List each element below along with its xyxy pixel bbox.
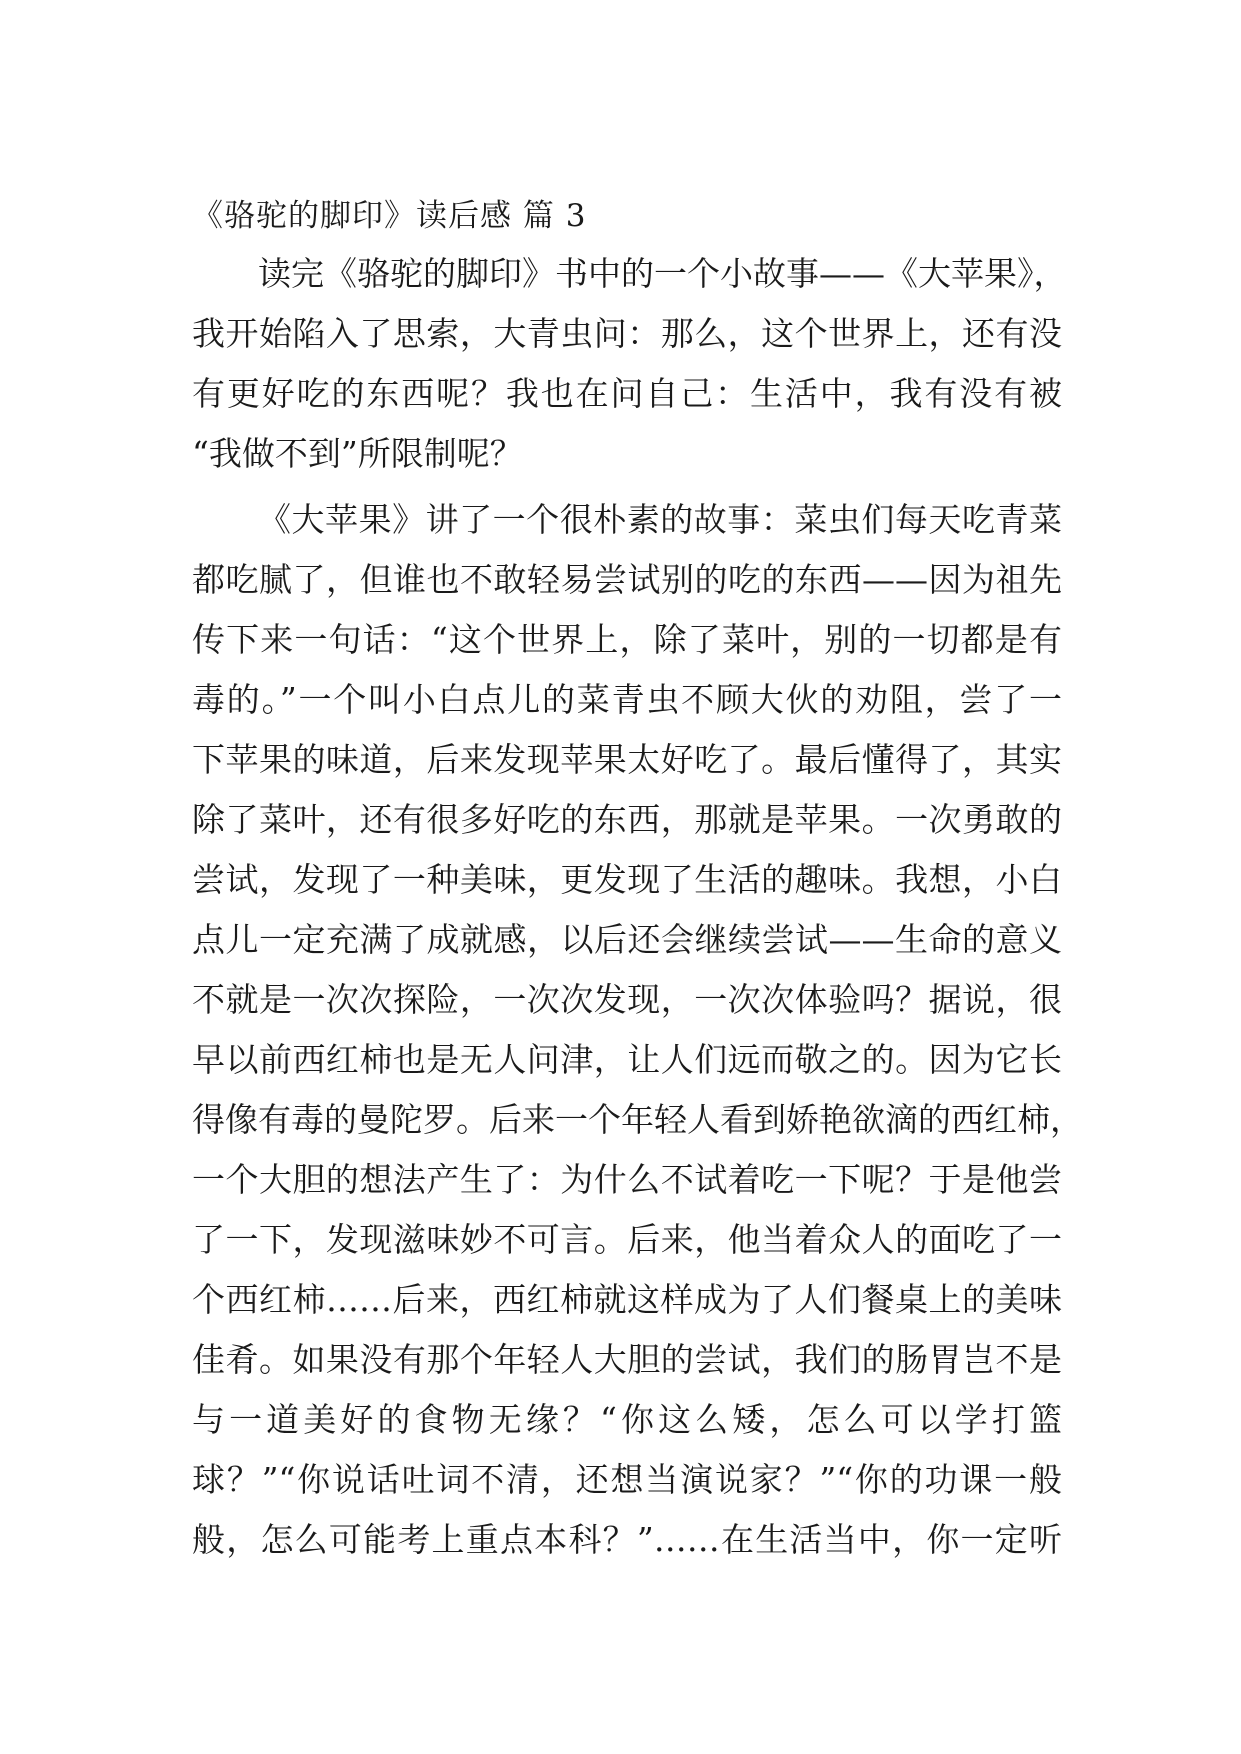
text-line: 了一下，发现滋味妙不可言。后来，他当着众人的面吃了一	[192, 1220, 1062, 1259]
document-title: 《骆驼的脚印》读后感 篇 3	[192, 198, 587, 234]
text-line: 毒的。”一个叫小白点儿的菜青虫不顾大伙的劝阻，尝了一	[192, 680, 1062, 719]
text-line: 读完《骆驼的脚印》书中的一个小故事——《大苹果》，	[258, 254, 1067, 293]
text-line: 有更好吃的东西呢？我也在问自己：生活中，我有没有被	[192, 374, 1062, 413]
text-line: 我开始陷入了思索，大青虫问：那么，这个世界上，还有没	[192, 314, 1062, 353]
text-line: 《大苹果》讲了一个很朴素的故事：菜虫们每天吃青菜	[258, 500, 1062, 539]
text-line: 佳肴。如果没有那个年轻人大胆的尝试，我们的肠胃岂不是	[192, 1340, 1062, 1379]
text-line: 下苹果的味道，后来发现苹果太好吃了。最后懂得了，其实	[192, 740, 1062, 779]
text-line: 得像有毒的曼陀罗。后来一个年轻人看到娇艳欲滴的西红柿，	[192, 1100, 1083, 1139]
text-line: “我做不到”所限制呢？	[192, 434, 523, 473]
document-body	[192, 190, 1083, 1570]
text-line: 一个大胆的想法产生了：为什么不试着吃一下呢？于是他尝	[192, 1160, 1062, 1199]
text-line: 个西红柿……后来，西红柿就这样成为了人们餐桌上的美味	[192, 1280, 1062, 1319]
text-line: 早以前西红柿也是无人问津，让人们远而敬之的。因为它长	[192, 1040, 1062, 1079]
text-line: 尝试，发现了一种美味，更发现了生活的趣味。我想，小白	[192, 860, 1062, 899]
text-line: 除了菜叶，还有很多好吃的东西，那就是苹果。一次勇敢的	[192, 800, 1062, 839]
text-line: 都吃腻了，但谁也不敢轻易尝试别的吃的东西——因为祖先	[192, 560, 1062, 599]
text-line: 点儿一定充满了成就感，以后还会继续尝试——生命的意义	[192, 920, 1062, 959]
paragraph-2	[192, 490, 1083, 1570]
text-line: 般，怎么可能考上重点本科？”……在生活当中，你一定听	[192, 1520, 1062, 1559]
text-line: 球？”“你说话吐词不清，还想当演说家？”“你的功课一般	[192, 1460, 1062, 1499]
paragraph-1	[192, 244, 1067, 484]
text-line: 与一道美好的食物无缘？“你这么矮，怎么可以学打篮	[192, 1400, 1062, 1439]
text-line: 不就是一次次探险，一次次发现，一次次体验吗？据说，很	[192, 980, 1062, 1019]
text-line: 传下来一句话：“这个世界上，除了菜叶，别的一切都是有	[192, 620, 1062, 659]
